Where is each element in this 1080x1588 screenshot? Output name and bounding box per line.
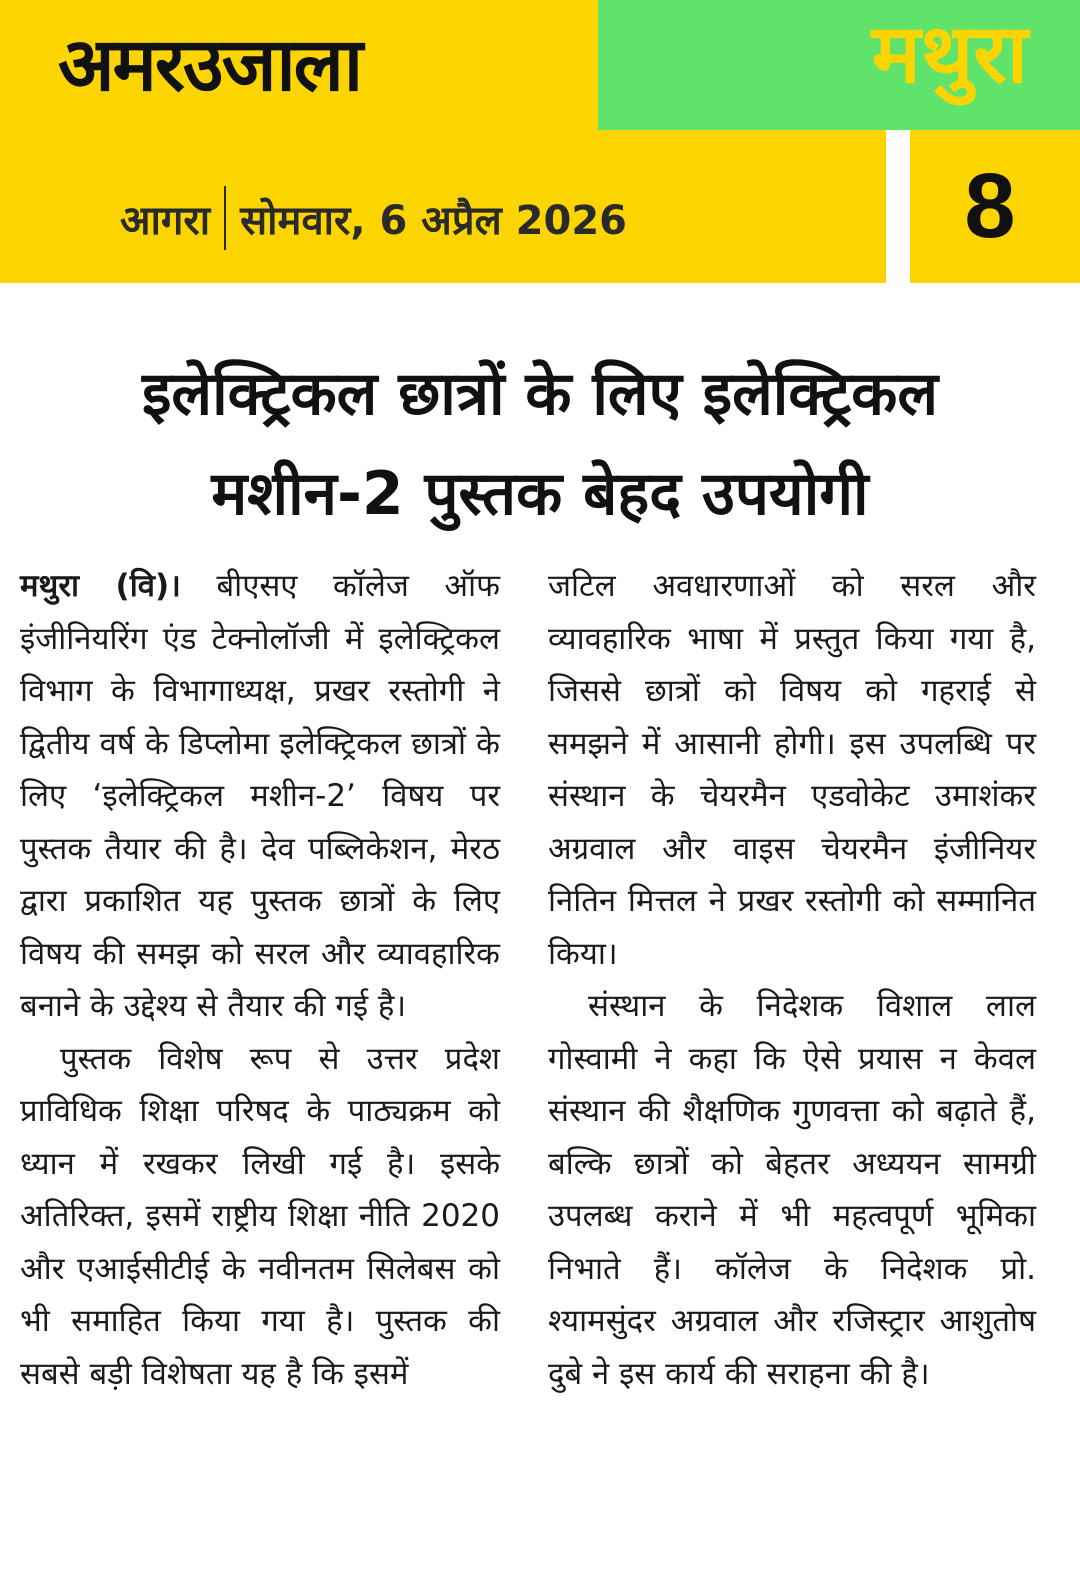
- headline-line-1: इलेक्ट्रिकल छात्रों के लिए इलेक्ट्रिकल: [141, 359, 939, 429]
- article-column-right: [548, 560, 1036, 1400]
- page-number-divider: [886, 130, 910, 283]
- dateline-separator: [224, 186, 226, 250]
- article-paragraph-1: [20, 560, 500, 1033]
- page-number: 8: [964, 155, 1016, 257]
- article-paragraph-2-continued: जटिल अवधारणाओं को सरल और व्यावहारिक भाषा में प्रस्तुत किया गया है, जिससे छात्रों को विषय को गहराई से समझने में आसानी होगी। इस उपलब्धि पर संस्थान के चेयरमैन एडवोकेट उमाशंकर अग्रवाल और वाइस चेयरमैन इंजीनियर नितिन मित्तल ने प्रखर रस्तोगी को सम्मानित किया।: [548, 568, 1036, 972]
- masthead: [0, 0, 1080, 290]
- article-paragraph-3: संस्थान के निदेशक विशाल लाल गोस्वामी ने कहा कि ऐसे प्रयास न केवल संस्थान की शैक्षणिक गुणवत्ता को बढ़ाते हैं, बल्कि छात्रों को बेहतर अध्ययन सामग्री उपलब्ध कराने में भी महत्वपूर्ण भूमिका निभाते हैं। कॉलेज के निदेशक प्रो. श्यामसुंदर अग्रवाल और रजिस्ट्रार आशुतोष दुबे ने इस कार्य की सराहना की है।: [548, 988, 1036, 1392]
- article-dateline: मथुरा (वि)।: [20, 568, 181, 604]
- dateline-date: सोमवार, 6 अप्रैल 2026: [240, 197, 627, 244]
- article-column-left: [20, 560, 500, 1400]
- edition-city: मथुरा: [871, 7, 1028, 102]
- headline-line-2: मशीन-2 पुस्तक बेहद उपयोगी: [211, 459, 869, 529]
- page-number-box: [910, 130, 1070, 283]
- newspaper-name: अमरउजाला: [58, 22, 362, 108]
- dateline-place: आगरा: [120, 197, 211, 244]
- edition-city-box: [598, 0, 1080, 130]
- article-headline: [20, 344, 1060, 544]
- paragraph-1-text: बीएसए कॉलेज ऑफ इंजीनियरिंग एंड टेक्नोलॉजी में इलेक्ट्रिकल विभाग के विभागाध्यक्ष, प्रखर रस्तोगी ने द्वितीय वर्ष के डिप्लोमा इलेक्ट्रिकल छात्रों के लिए ‘इलेक्ट्रिकल मशीन-2’ विषय पर पुस्तक तैयार की है। देव पब्लिकेशन, मेरठ द्वारा प्रकाशित यह पुस्तक छात्रों के लिए विषय की समझ को सरल और व्यावहारिक बनाने के उद्देश्य से तैयार की गई है।: [20, 568, 501, 1024]
- dateline: [120, 186, 627, 250]
- article-paragraph-2: पुस्तक विशेष रूप से उत्तर प्रदेश प्राविधिक शिक्षा परिषद के पाठ्यक्रम को ध्यान में रखकर लिखी गई है। इसके अतिरिक्त, इसमें राष्ट्रीय शिक्षा नीति 2020 और एआईसीटीई के नवीनतम सिलेबस को भी समाहित किया गया है। पुस्तक की सबसे बड़ी विशेषता यह है कि इसमें: [20, 1040, 500, 1392]
